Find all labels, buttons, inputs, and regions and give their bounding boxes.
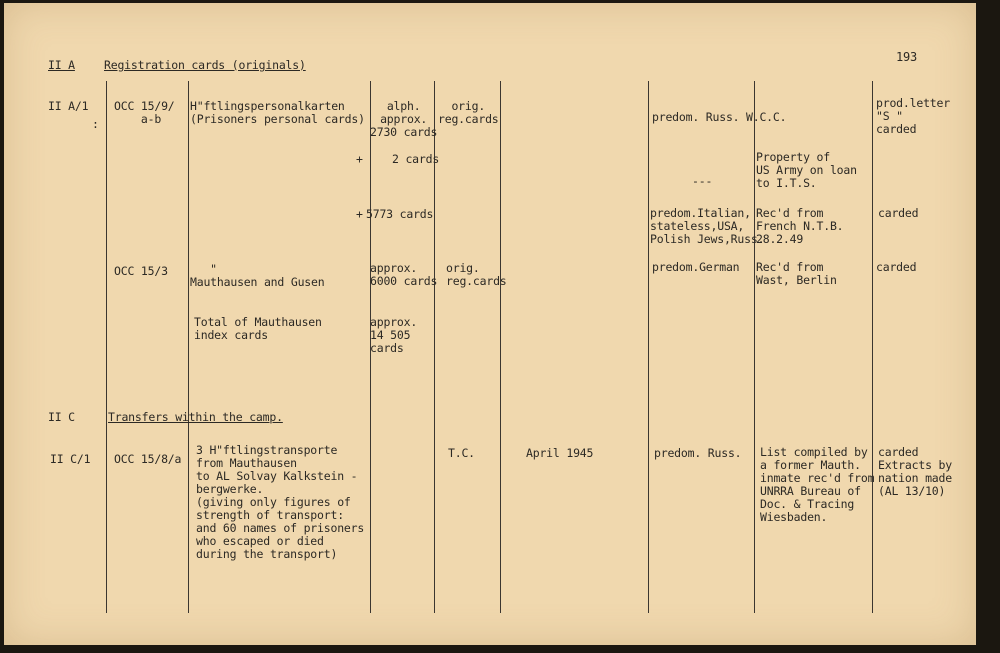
quantity: approx. 6000 cards	[370, 261, 438, 288]
quantity: 5773 cards	[366, 207, 434, 221]
nationality: predom. Russ.	[654, 446, 742, 460]
column-rule	[872, 81, 873, 613]
row-mark: :	[92, 117, 99, 131]
nationality: predom. Russ.	[652, 110, 740, 124]
column-rule	[754, 81, 755, 613]
section-code: II C	[48, 410, 75, 424]
source: Property of US Army on loan to I.T.S.	[756, 150, 857, 190]
remarks: carded	[878, 206, 919, 220]
description: 3 H"ftlingstransporte from Mauthausen to AL Solvay Kalkstein - bergwerke. (giving only figures of strength of transport: and 60 names of prisoners who escaped or died during the transport)	[196, 443, 365, 561]
remarks: carded	[876, 260, 917, 274]
column-rule	[106, 81, 107, 613]
source: List compiled by a former Mauth. inmate rec'd from UNRRA Bureau of Doc. & Tracing Wiesbaden.	[760, 445, 875, 524]
plus-mark: +	[356, 152, 363, 166]
quantity: 2 cards	[392, 152, 440, 166]
file-number: OCC 15/3	[114, 264, 168, 278]
date: April 1945	[526, 446, 594, 460]
description: H"ftlingspersonalkarten (Prisoners personal cards)	[190, 99, 365, 126]
remarks: carded Extracts by nation made (AL 13/10)	[878, 445, 952, 498]
nationality: ---	[692, 174, 713, 188]
description: " Mauthausen and Gusen	[190, 262, 325, 289]
index-card	[4, 3, 976, 645]
card-type: orig. reg.cards	[438, 99, 499, 126]
file-number: OCC 15/8/a	[114, 452, 182, 466]
card-type: T.C.	[448, 446, 475, 460]
source: W.C.C.	[746, 110, 787, 124]
remarks: prod.letter "S " carded	[876, 96, 950, 136]
column-rule	[188, 81, 189, 613]
nationality: predom.German	[652, 260, 740, 274]
nationality: predom.Italian, stateless,USA, Polish Jews,Russ.	[650, 206, 765, 246]
page-number: 193	[896, 50, 918, 64]
quantity: alph. approx. 2730 cards	[370, 99, 438, 139]
row-reference: II C/1	[50, 452, 91, 466]
column-rule	[500, 81, 501, 613]
section-title: Transfers within the camp.	[108, 410, 283, 424]
plus-mark: +	[356, 207, 363, 221]
source: Rec'd from French N.T.B. 28.2.49	[756, 206, 844, 246]
source: Rec'd from Wast, Berlin	[756, 260, 837, 287]
section-code: II A	[48, 58, 75, 72]
row-reference: II A/1	[48, 99, 89, 113]
column-rule	[648, 81, 649, 613]
file-number: OCC 15/9/ a-b	[114, 99, 175, 126]
section-title: Registration cards (originals)	[104, 58, 306, 72]
card-type: orig. reg.cards	[446, 261, 507, 288]
total-description: Total of Mauthausen index cards	[194, 315, 322, 342]
total-quantity: approx. 14 505 cards	[370, 315, 418, 355]
